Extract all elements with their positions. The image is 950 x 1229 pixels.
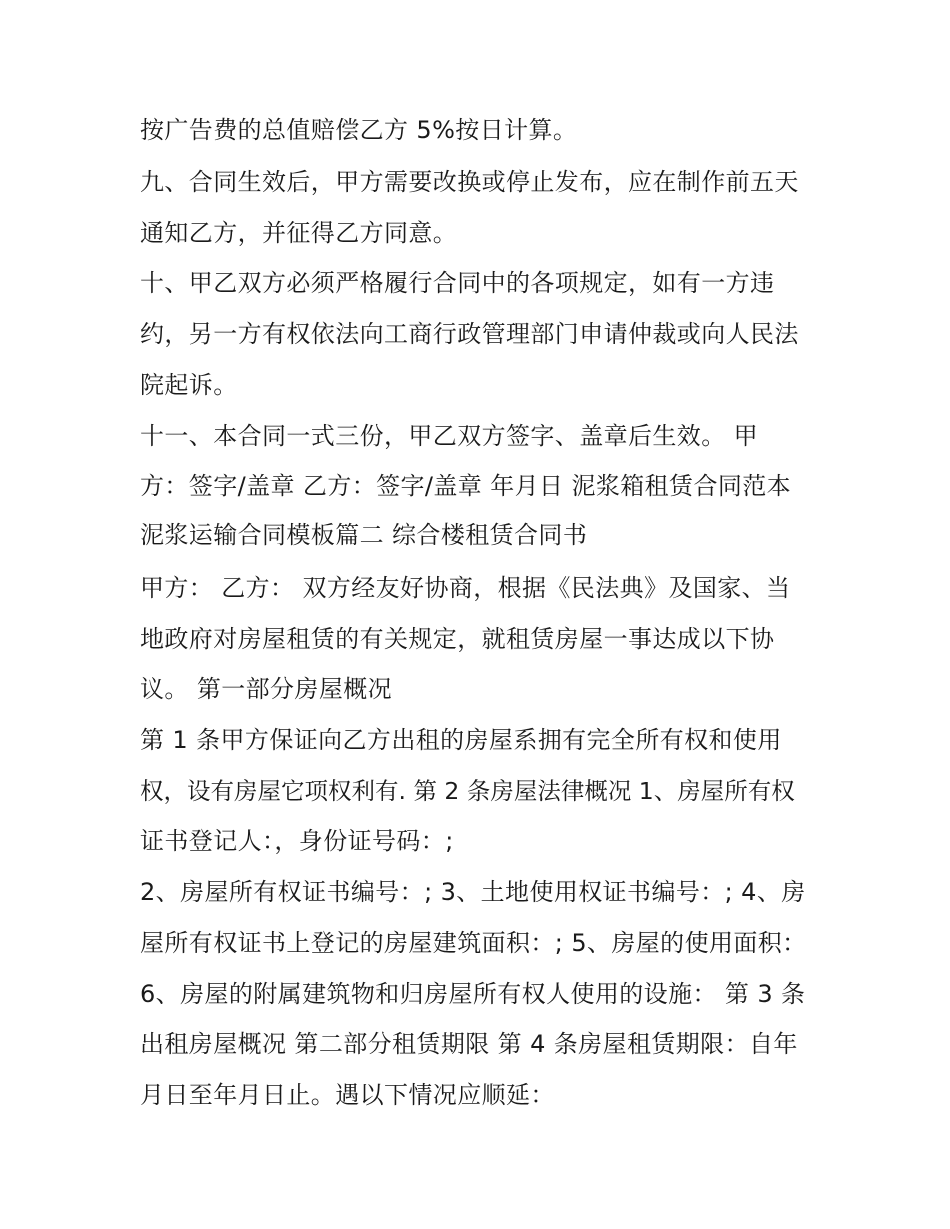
text-line: 出租房屋概况 第二部分租赁期限 第 4 条房屋租赁期限：自年 <box>140 1030 798 1058</box>
text-line: 证书登记人：，身份证号码：; <box>140 827 454 855</box>
text-line: 权，设有房屋它项权利有. 第 2 条房屋法律概况 1、房屋所有权 <box>140 777 795 805</box>
text-line: 通知乙方，并征得乙方同意。 <box>140 219 458 247</box>
text-line: 泥浆运输合同模板篇二 综合楼租赁合同书 <box>140 521 588 549</box>
text-line: 月日至年月日止。遇以下情况应顺延： <box>140 1081 555 1109</box>
text-line: 十、甲乙双方必须严格履行合同中的各项规定，如有一方违 <box>140 269 775 297</box>
text-line: 甲方： 乙方： 双方经友好协商，根据《民法典》及国家、当 <box>140 574 791 602</box>
text-line: 约，另一方有权依法向工商行政管理部门申请仲裁或向人民法 <box>140 320 799 348</box>
text-line: 6、房屋的附属建筑物和归房屋所有权人使用的设施： 第 3 条 <box>140 980 806 1008</box>
text-line: 方：签字/盖章 乙方：签字/盖章 年月日 泥浆箱租赁合同范本 <box>140 472 792 500</box>
text-line: 议。 第一部分房屋概况 <box>140 675 393 703</box>
text-line: 九、合同生效后，甲方需要改换或停止发布，应在制作前五天 <box>140 168 799 196</box>
text-line: 第 1 条甲方保证向乙方出租的房屋系拥有完全所有权和使用 <box>140 726 782 754</box>
text-line: 屋所有权证书上登记的房屋建筑面积：; 5、房屋的使用面积： <box>140 929 807 957</box>
text-line: 2、房屋所有权证书编号：; 3、土地使用权证书编号：; 4、房 <box>140 878 806 906</box>
text-line: 按广告费的总值赔偿乙方 5%按日计算。 <box>140 116 578 144</box>
text-line: 院起诉。 <box>140 371 238 399</box>
text-line: 地政府对房屋租赁的有关规定，就租赁房屋一事达成以下协 <box>140 625 775 653</box>
text-line: 十一、本合同一式三份，甲乙双方签字、盖章后生效。 甲 <box>140 422 759 450</box>
